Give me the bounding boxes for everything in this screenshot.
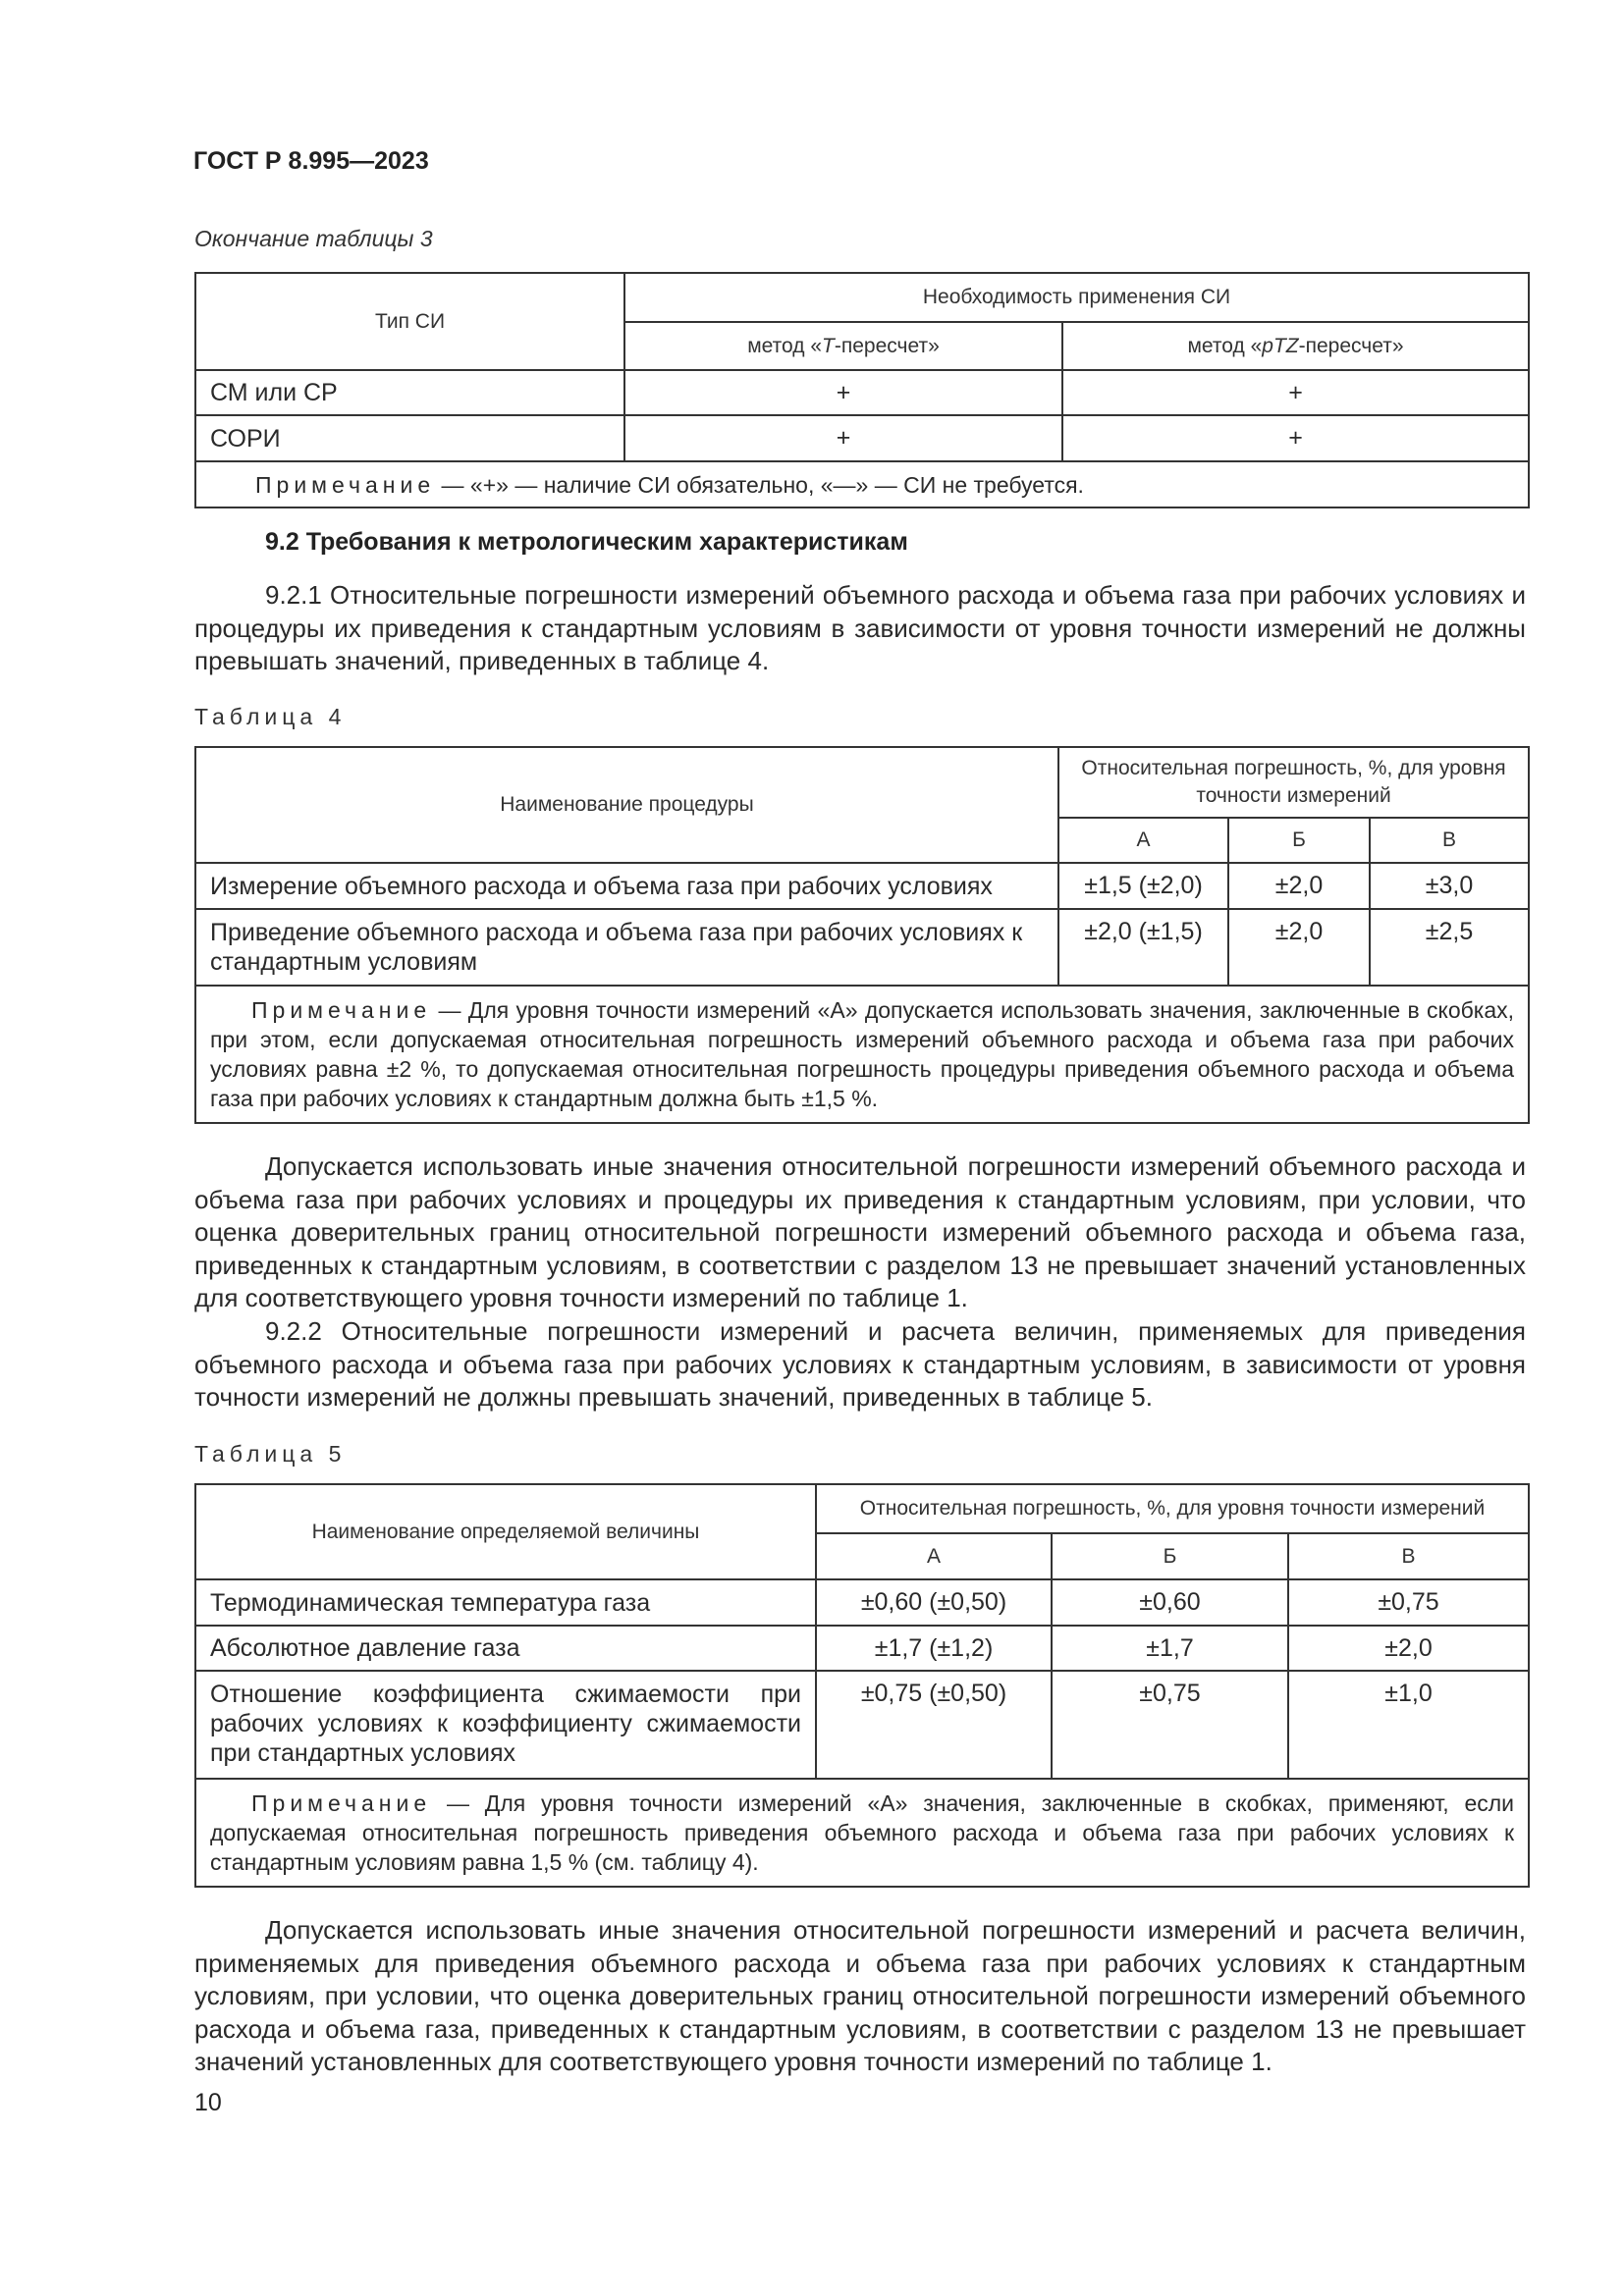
table4-header-name: Наименование процедуры	[195, 747, 1058, 863]
paragraph-allowance-1: Допускается использовать иные значения относительной погрешности измерений объемного расхода и объема газа при рабочих условиях и процедуры их приведения к стандартным условиям, при условии, что оценка доверительных границ относительной погрешности измерений объемного расхода и объема газа, приведенных к стандартным условиям, в соответствии с разделом 13 не превышает значений установленных для соответствующего уровня точности измерений по таблице 1.	[194, 1151, 1526, 1313]
table3-cell-ptz: +	[1062, 415, 1529, 461]
paragraph-9-2-2: 9.2.2 Относительные погрешности измерений и расчета величин, применяемых для приведения объемного расхода и объема газа при рабочих условиях к стандартным условиям, в зависимости от уровня точности измерений не должны превышать значений, приведенных в таблице 5.	[194, 1316, 1526, 1413]
table-row	[195, 909, 1529, 986]
table5-note: Примечание — Для уровня точности измерений «А» значения, заключенные в скобках, применяют, если допускаемая относительная погрешность приведения объемного расхода и объема газа при рабочих условиях к стандартным условиям равна 1,5 % (см. таблицу 4).	[195, 1779, 1529, 1887]
table5-cell-b: ±0,60	[1052, 1579, 1288, 1626]
table3-cell-name: СМ или СР	[195, 370, 624, 415]
table4-caption: Таблица 4	[194, 704, 347, 729]
paragraph-allowance-2: Допускается использовать иные значения относительной погрешности измерений и расчета величин, применяемых для приведения объемного расхода и объема газа при рабочих условиях к стандартным условиям, при условии, что оценка доверительных границ относительной погрешности измерений объемного расхода и объема газа, приведенных к стандартным условиям, в соответствии с разделом 13 не превышает значений установленных для соответствующего уровня точности измерений по таблице 1.	[194, 1915, 1526, 2077]
table5-header-level-a: А	[816, 1533, 1052, 1579]
table5-header-level-b: Б	[1052, 1533, 1288, 1579]
table4-header-level-a: А	[1058, 818, 1228, 863]
table4-note: Примечание — Для уровня точности измерений «А» допускается использовать значения, заключенные в скобках, при этом, если допускаемая относительная погрешность измерений объемного расхода и объема газа при рабочих условиях равна ±2 %, то допускаемая относительная погрешность процедуры приведения объемного расхода и объема газа при рабочих условиях к стандартным должна быть ±1,5 %.	[195, 986, 1529, 1123]
table3-header-need: Необходимость применения СИ	[624, 273, 1529, 322]
table5-cell-b: ±1,7	[1052, 1626, 1288, 1671]
table4-cell-b: ±2,0	[1228, 909, 1370, 986]
table-row	[195, 863, 1529, 909]
table5-caption: Таблица 5	[194, 1441, 347, 1467]
table-row	[195, 415, 1529, 461]
table5	[194, 1483, 1530, 1888]
table5-cell-c: ±0,75	[1288, 1579, 1529, 1626]
table3-header-ptz-method: метод «pTZ-пересчет»	[1062, 322, 1529, 370]
table-row	[195, 1671, 1529, 1779]
paragraph-9-2-1: 9.2.1 Относительные погрешности измерений объемного расхода и объема газа при рабочих условиях и процедуры их приведения к стандартным условиям в зависимости от уровня точности измерений не должны превышать значений, приведенных в таблице 4.	[194, 580, 1526, 676]
table5-cell-a: ±0,75 (±0,50)	[816, 1671, 1052, 1779]
section-9-2-title: 9.2 Требования к метрологическим характеристикам	[265, 528, 908, 556]
table3-cell-name: СОРИ	[195, 415, 624, 461]
table-row	[195, 1626, 1529, 1671]
table-row	[195, 1579, 1529, 1626]
table5-cell-name: Термодинамическая температура газа	[195, 1579, 816, 1626]
table5-cell-c: ±2,0	[1288, 1626, 1529, 1671]
table5-header-error: Относительная погрешность, %, для уровня точности измерений	[816, 1484, 1529, 1533]
table3-header-type: Тип СИ	[195, 273, 624, 370]
table5-cell-name: Абсолютное давление газа	[195, 1626, 816, 1671]
table5-cell-a: ±0,60 (±0,50)	[816, 1579, 1052, 1626]
table4-cell-c: ±3,0	[1370, 863, 1529, 909]
table4-cell-name: Приведение объемного расхода и объема газа при рабочих условиях к стандартным условиям	[195, 909, 1058, 986]
table5-header-name: Наименование определяемой величины	[195, 1484, 816, 1579]
table5-cell-a: ±1,7 (±1,2)	[816, 1626, 1052, 1671]
table4-cell-b: ±2,0	[1228, 863, 1370, 909]
table5-cell-c: ±1,0	[1288, 1671, 1529, 1779]
table4-cell-a: ±1,5 (±2,0)	[1058, 863, 1228, 909]
table4	[194, 746, 1530, 1124]
table4-header-level-c: В	[1370, 818, 1529, 863]
table5-header-level-c: В	[1288, 1533, 1529, 1579]
table4-header-level-b: Б	[1228, 818, 1370, 863]
table-row	[195, 370, 1529, 415]
table3-continuation-caption: Окончание таблицы 3	[194, 226, 433, 251]
table5-cell-b: ±0,75	[1052, 1671, 1288, 1779]
table3-note: Примечание — «+» — наличие СИ обязательно, «—» — СИ не требуется.	[195, 461, 1529, 507]
table3-cell-ptz: +	[1062, 370, 1529, 415]
table4-cell-c: ±2,5	[1370, 909, 1529, 986]
table4-cell-a: ±2,0 (±1,5)	[1058, 909, 1228, 986]
table3-cell-t: +	[624, 370, 1062, 415]
table3-header-t-method: метод «T-пересчет»	[624, 322, 1062, 370]
page-number: 10	[194, 2089, 222, 2116]
table4-header-error: Относительная погрешность, %, для уровня точности измерений	[1058, 747, 1529, 818]
table3	[194, 272, 1530, 508]
document-header: ГОСТ Р 8.995—2023	[193, 147, 429, 175]
table3-cell-t: +	[624, 415, 1062, 461]
table4-cell-name: Измерение объемного расхода и объема газа при рабочих условиях	[195, 863, 1058, 909]
table5-cell-name: Отношение коэффициента сжимаемости при рабочих условиях к коэффициенту сжимаемости при стандартных условиях	[195, 1671, 816, 1779]
